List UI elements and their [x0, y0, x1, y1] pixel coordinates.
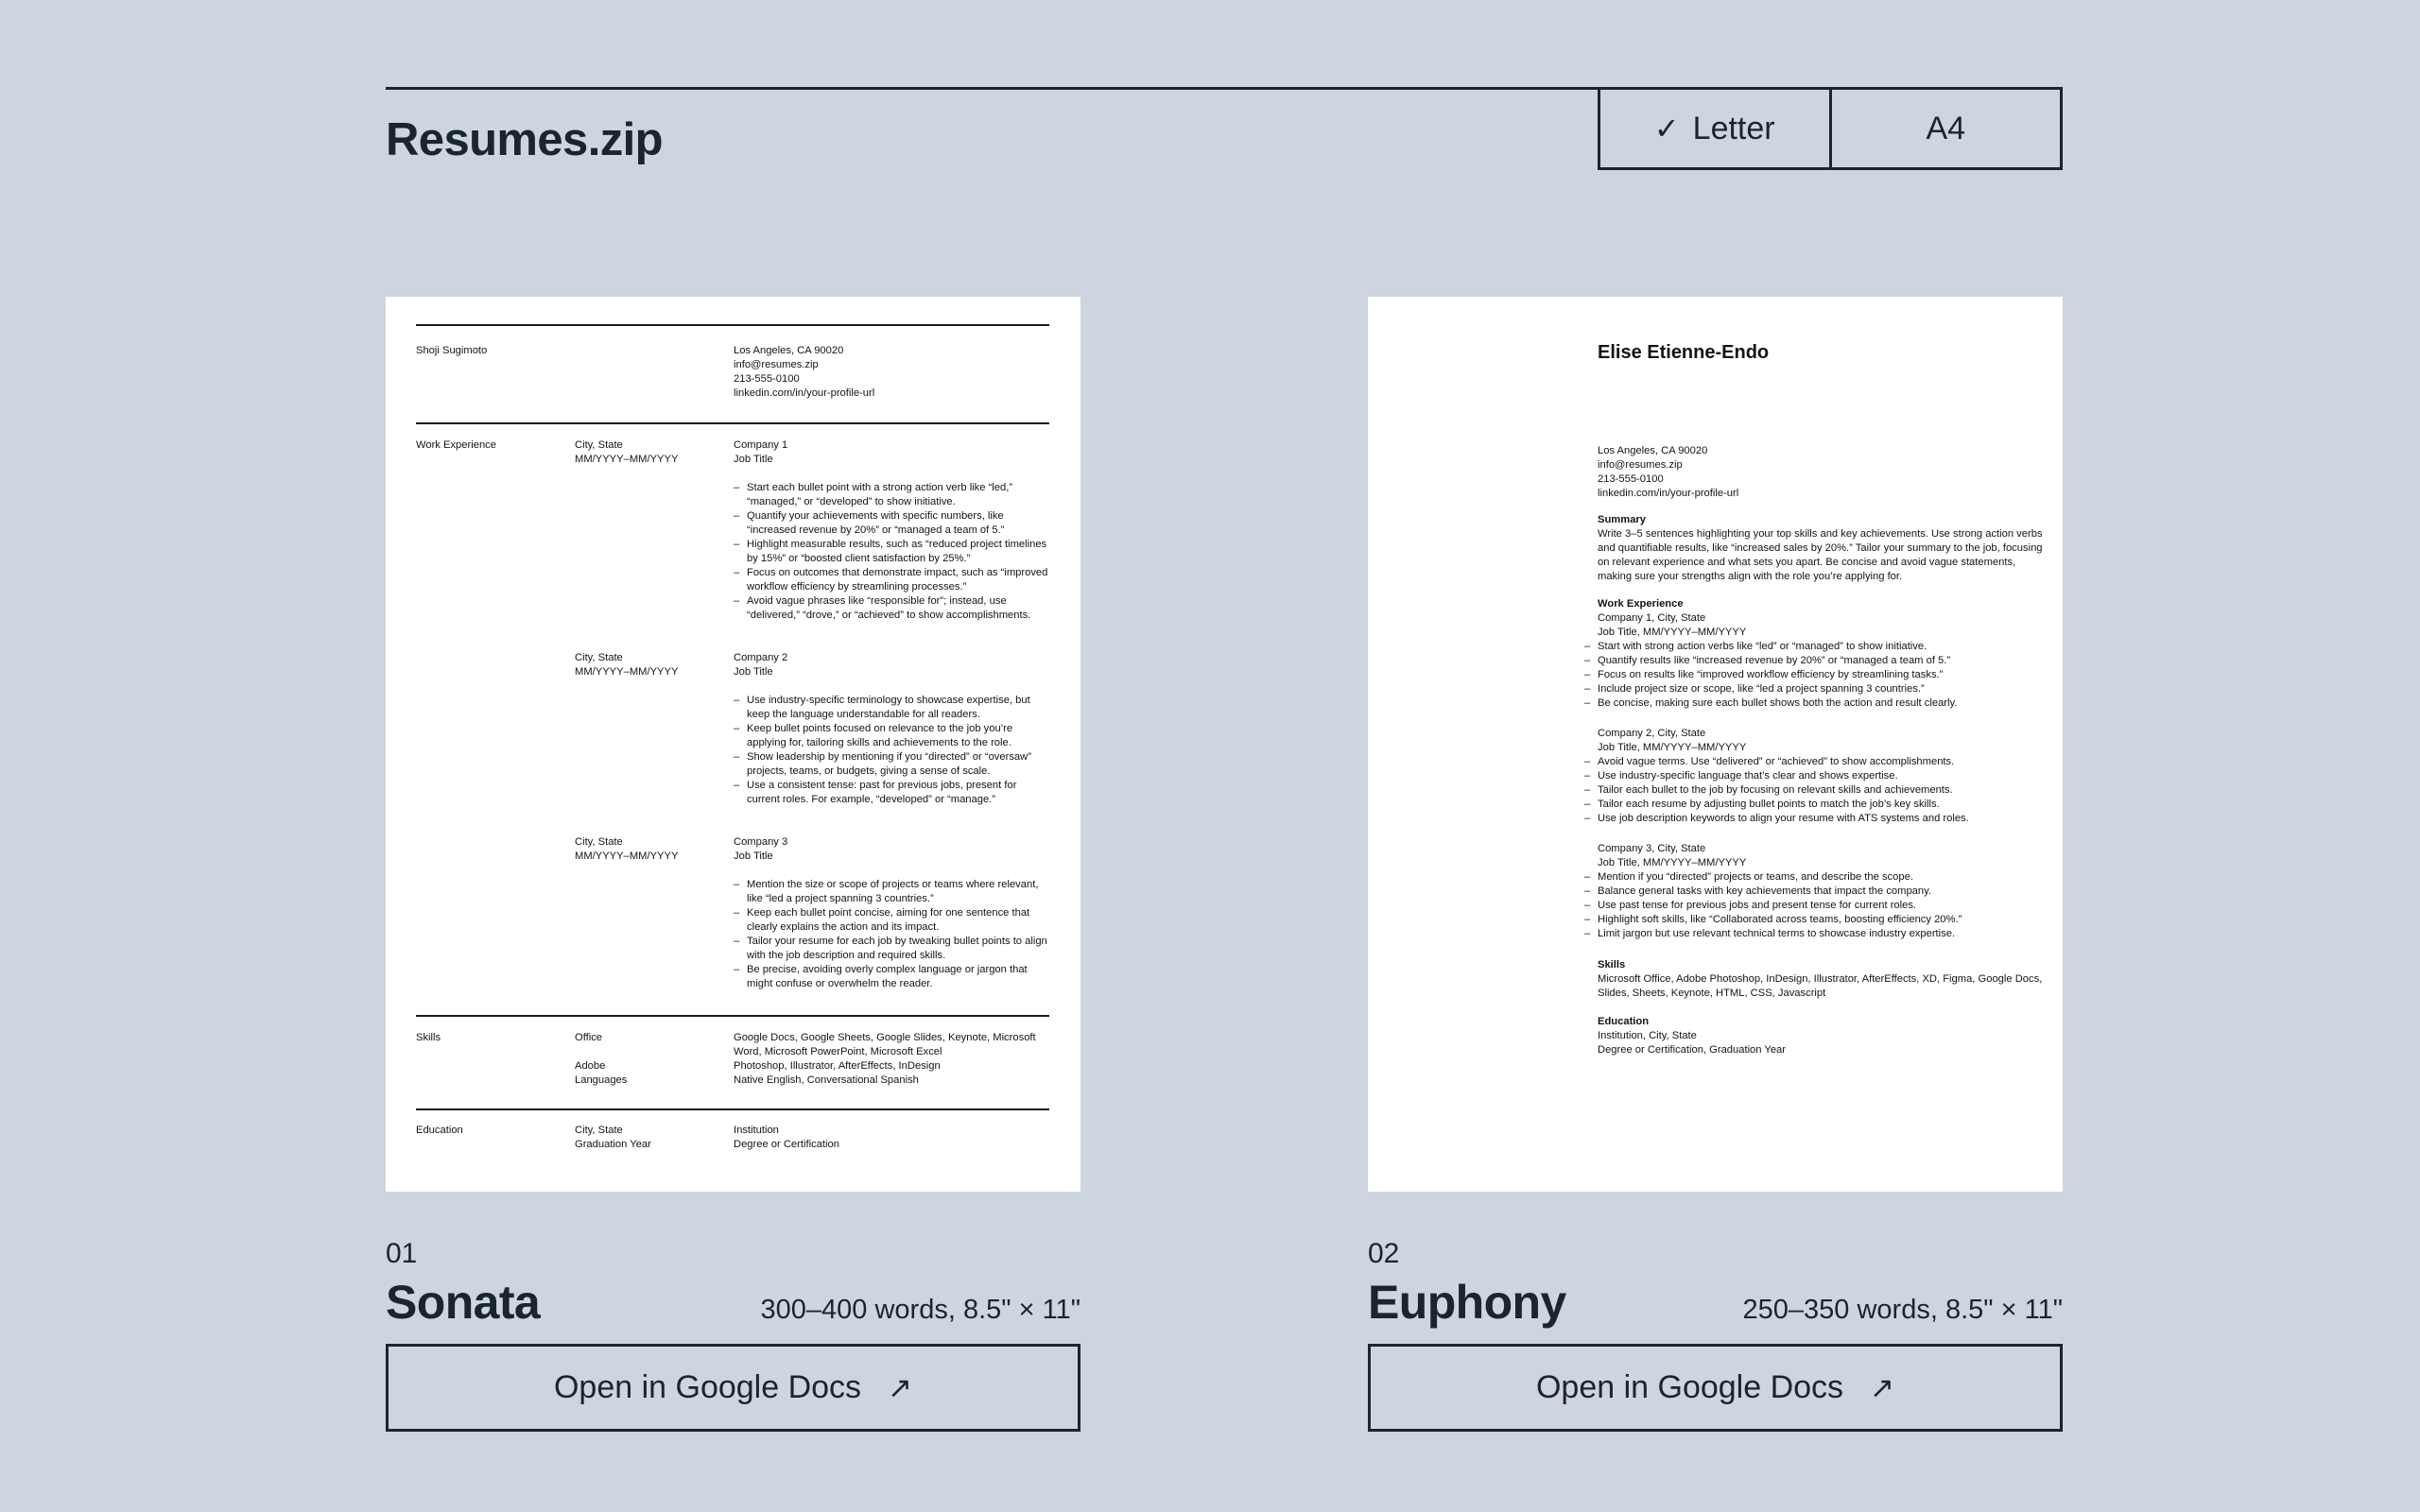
dash-bullet-icon: –: [734, 482, 740, 493]
dash-bullet-icon: –: [1584, 871, 1591, 883]
open-button-label: Open in Google Docs: [553, 1369, 862, 1405]
contact-line: info@resumes.zip: [734, 359, 819, 370]
template-name: Sonata: [386, 1276, 541, 1329]
job-bullets: [734, 481, 1049, 623]
template-card-sonata: [386, 297, 1080, 1432]
job-heading: Company 2, City, State: [1598, 728, 1706, 739]
resume-contact-block: [734, 344, 1049, 401]
bullet-item: – Mention the size or scope of projects or teams where relevant, like “led a project spanning 3 countries.”: [734, 879, 1039, 904]
dash-bullet-icon: –: [734, 539, 740, 550]
section-label: Work Experience: [416, 439, 496, 451]
bullet-item: – Highlight measurable results, such as “reduced project timelines by 15%” or “boosted client satisfaction by 25%.”: [734, 539, 1047, 564]
bullet-item: – Focus on outcomes that demonstrate impact, such as “improved workflow efficiency by streamlining processes.”: [734, 567, 1048, 593]
contact-line: linkedin.com/in/your-profile-url: [1598, 488, 1739, 499]
open-button-label: Open in Google Docs: [1535, 1369, 1844, 1405]
dash-bullet-icon: –: [1584, 669, 1591, 680]
resume-contact-block: [1598, 444, 2047, 501]
bullet-item: – Quantify results like “increased revenue by 20%” or “managed a team of 5.”: [1584, 655, 1951, 666]
dash-bullet-icon: –: [734, 695, 740, 706]
dash-bullet-icon: –: [734, 879, 740, 890]
bullet-item: – Start each bullet point with a strong action verb like “led,” “managed,” or “developed” to show initiative.: [734, 482, 1013, 507]
bullet-item: – Use industry-specific terminology to showcase expertise, but keep the language understandable for all readers.: [734, 695, 1030, 720]
bullet-item: – Mention if you “directed” projects or teams, and describe the scope.: [1584, 871, 1913, 883]
education-institution: Institution, City, State: [1598, 1030, 1697, 1041]
open-in-google-docs-button[interactable]: [1368, 1344, 2063, 1432]
job-subheading: Job Title, MM/YYYY–MM/YYYY: [1598, 627, 1747, 638]
job-title: Job Title: [734, 850, 773, 862]
dash-bullet-icon: –: [734, 780, 740, 791]
job-entry: [1584, 727, 2047, 826]
external-link-arrow-icon: ↗: [1870, 1370, 1895, 1404]
job-entry: [416, 651, 1049, 807]
section-label: Skills: [416, 1032, 441, 1043]
section-label: Summary: [1598, 514, 1646, 525]
paper-size-option-a4[interactable]: [1829, 90, 2061, 167]
education-degree: Degree or Certification: [734, 1139, 839, 1150]
job-entry: [416, 438, 1049, 623]
job-heading: Company 3, City, State: [1598, 843, 1706, 854]
job-location: City, State: [575, 439, 623, 451]
dash-bullet-icon: –: [1584, 813, 1591, 824]
skill-items: Microsoft Office, Adobe Photoshop, InDesign, Illustrator, AfterEffects, XD, Figma, Google Docs, Slides, Sheets, Keynote, HTML, CSS, Javascript: [1598, 973, 2043, 999]
dash-bullet-icon: –: [1584, 928, 1591, 939]
skill-items: Native English, Conversational Spanish: [734, 1074, 919, 1086]
resume-name: Elise Etienne-Endo: [1598, 342, 1770, 363]
open-in-google-docs-button[interactable]: [386, 1344, 1080, 1432]
job-heading: Company 1, City, State: [1598, 612, 1706, 624]
section-label: Skills: [1598, 959, 1626, 971]
skill-items: Photoshop, Illustrator, AfterEffects, InDesign: [734, 1060, 941, 1072]
bullet-item: – Use past tense for previous jobs and present tense for current roles.: [1584, 900, 1917, 911]
contact-line: info@resumes.zip: [1598, 459, 1683, 471]
contact-line: 213-555-0100: [1598, 473, 1664, 485]
skills-section: [416, 1015, 1049, 1108]
contact-line: Los Angeles, CA 90020: [1598, 445, 1708, 456]
job-location: City, State: [575, 836, 623, 848]
bullet-item: – Tailor each resume by adjusting bullet points to match the job’s key skills.: [1584, 799, 1940, 810]
bullet-item: – Quantify your achievements with specific numbers, like “increased revenue by 20%” or “managed a team of 5.”: [734, 510, 1005, 536]
section-label: Education: [1598, 1016, 1650, 1027]
template-name: Euphony: [1368, 1276, 1566, 1329]
bullet-item: – Focus on results like “improved workflow efficiency by streamlining tasks.”: [1584, 669, 1944, 680]
summary-text: Write 3–5 sentences highlighting your top skills and key achievements. Use strong action verbs and quantifiable results, like “increased sales by 20%.” Tailor your summary to the job, focusing on relevant experience and what sets you apart. Be concise and avoid vague statements, making sure your strengths align with the role you’re applying for.: [1598, 528, 2043, 582]
dash-bullet-icon: –: [734, 936, 740, 947]
job-subheading: Job Title, MM/YYYY–MM/YYYY: [1598, 857, 1747, 868]
job-company: Company 2: [734, 652, 788, 663]
bullet-item: – Balance general tasks with key achievements that impact the company.: [1584, 885, 1932, 897]
dash-bullet-icon: –: [1584, 641, 1591, 652]
job-dates: MM/YYYY–MM/YYYY: [575, 666, 679, 678]
resume-header-section: [416, 324, 1049, 422]
external-link-arrow-icon: ↗: [888, 1370, 913, 1404]
bullet-item: – Tailor your resume for each job by tweaking bullet points to align with the job description and required skills.: [734, 936, 1047, 961]
bullet-item: – Avoid vague terms. Use “delivered” or “achieved” to show accomplishments.: [1584, 756, 1955, 767]
paper-size-option-letter[interactable]: [1600, 90, 1829, 167]
dash-bullet-icon: –: [1584, 885, 1591, 897]
dash-bullet-icon: –: [1584, 900, 1591, 911]
bullet-item: – Be concise, making sure each bullet shows both the action and result clearly.: [1584, 697, 1958, 709]
dash-bullet-icon: –: [1584, 697, 1591, 709]
work-experience-section: [416, 422, 1049, 1015]
dash-bullet-icon: –: [1584, 770, 1591, 782]
template-card-euphony: [1368, 297, 2063, 1432]
contact-line: Los Angeles, CA 90020: [734, 345, 844, 356]
dash-bullet-icon: –: [1584, 784, 1591, 796]
skill-category: Adobe: [575, 1060, 606, 1072]
checkmark-icon: ✓: [1653, 112, 1680, 146]
dash-bullet-icon: –: [1584, 914, 1591, 925]
bullet-item: – Tailor each bullet to the job by focusing on relevant skills and achievements.: [1584, 784, 1953, 796]
page-title: Resumes.zip: [386, 114, 663, 165]
education-section: [416, 1108, 1049, 1152]
dash-bullet-icon: –: [1584, 756, 1591, 767]
bullet-item: – Be precise, avoiding overly complex language or jargon that might confuse or overwhelm the reader.: [734, 964, 1028, 989]
bullet-item: – Avoid vague phrases like “responsible for”; instead, use “delivered,” “drove,” or “achieved” to show accomplishments.: [734, 595, 1031, 621]
education-year: Graduation Year: [575, 1139, 651, 1150]
job-entry: [1584, 611, 2047, 711]
dash-bullet-icon: –: [734, 723, 740, 734]
job-company: Company 3: [734, 836, 788, 848]
dash-bullet-icon: –: [734, 751, 740, 763]
bullet-item: – Use industry-specific language that’s clear and shows expertise.: [1584, 770, 1898, 782]
paper-size-toggle: [1598, 87, 2063, 170]
dash-bullet-icon: –: [1584, 683, 1591, 695]
skill-category: Office: [575, 1032, 603, 1043]
dash-bullet-icon: –: [1584, 655, 1591, 666]
education-degree: Degree or Certification, Graduation Year: [1598, 1044, 1787, 1056]
bullet-item: – Limit jargon but use relevant technical terms to showcase industry expertise.: [1584, 928, 1956, 939]
section-label: Education: [416, 1125, 463, 1136]
skill-items: Google Docs, Google Sheets, Google Slides, Keynote, Microsoft Word, Microsoft PowerPoint, Microsoft Excel: [734, 1032, 1036, 1057]
dash-bullet-icon: –: [734, 510, 740, 522]
job-dates: MM/YYYY–MM/YYYY: [575, 850, 679, 862]
bullet-item: – Keep bullet points focused on relevance to the job you’re applying for, tailoring skills and achievements to the role.: [734, 723, 1013, 748]
job-bullets: [734, 878, 1049, 991]
bullet-item: – Start with strong action verbs like “led” or “managed” to show initiative.: [1584, 641, 1927, 652]
dash-bullet-icon: –: [734, 595, 740, 607]
job-entry: [416, 835, 1049, 991]
paper-size-label: Letter: [1692, 110, 1775, 146]
education-location: City, State: [575, 1125, 623, 1136]
dash-bullet-icon: –: [734, 567, 740, 578]
contact-line: 213-555-0100: [734, 373, 800, 385]
bullet-item: – Use a consistent tense: past for previous jobs, present for current roles. For example, “developed” or “manage.”: [734, 780, 1017, 805]
resume-preview-sonata: [386, 297, 1080, 1192]
job-dates: MM/YYYY–MM/YYYY: [575, 454, 679, 465]
job-company: Company 1: [734, 439, 788, 451]
resume-name: Shoji Sugimoto: [416, 345, 488, 356]
job-entry: [1584, 842, 2047, 941]
job-title: Job Title: [734, 454, 773, 465]
template-meta: 250–350 words, 8.5" × 11": [1742, 1295, 2063, 1325]
section-label: Work Experience: [1598, 598, 1684, 610]
skill-category: Languages: [575, 1074, 628, 1086]
education-institution: Institution: [734, 1125, 779, 1136]
contact-line: linkedin.com/in/your-profile-url: [734, 387, 875, 399]
job-bullets: [734, 694, 1049, 807]
resume-preview-euphony: [1368, 297, 2063, 1192]
job-title: Job Title: [734, 666, 773, 678]
paper-size-label: A4: [1926, 110, 1966, 146]
bullet-item: – Highlight soft skills, like “Collaborated across teams, boosting efficiency 20%.”: [1584, 914, 1962, 925]
dash-bullet-icon: –: [1584, 799, 1591, 810]
dash-bullet-icon: –: [734, 964, 740, 975]
template-meta: 300–400 words, 8.5" × 11": [760, 1295, 1080, 1325]
template-number: 02: [1368, 1238, 1400, 1269]
dash-bullet-icon: –: [734, 907, 740, 919]
bullet-item: – Show leadership by mentioning if you “directed” or “oversaw” projects, teams, or budgets, giving a sense of scale.: [734, 751, 1031, 777]
bullet-item: – Keep each bullet point concise, aiming for one sentence that clearly explains the action and its impact.: [734, 907, 1030, 933]
template-number: 01: [386, 1238, 418, 1269]
job-location: City, State: [575, 652, 623, 663]
bullet-item: – Include project size or scope, like “led a project spanning 3 countries.”: [1584, 683, 1925, 695]
bullet-item: – Use job description keywords to align your resume with ATS systems and roles.: [1584, 813, 1969, 824]
job-subheading: Job Title, MM/YYYY–MM/YYYY: [1598, 742, 1747, 753]
